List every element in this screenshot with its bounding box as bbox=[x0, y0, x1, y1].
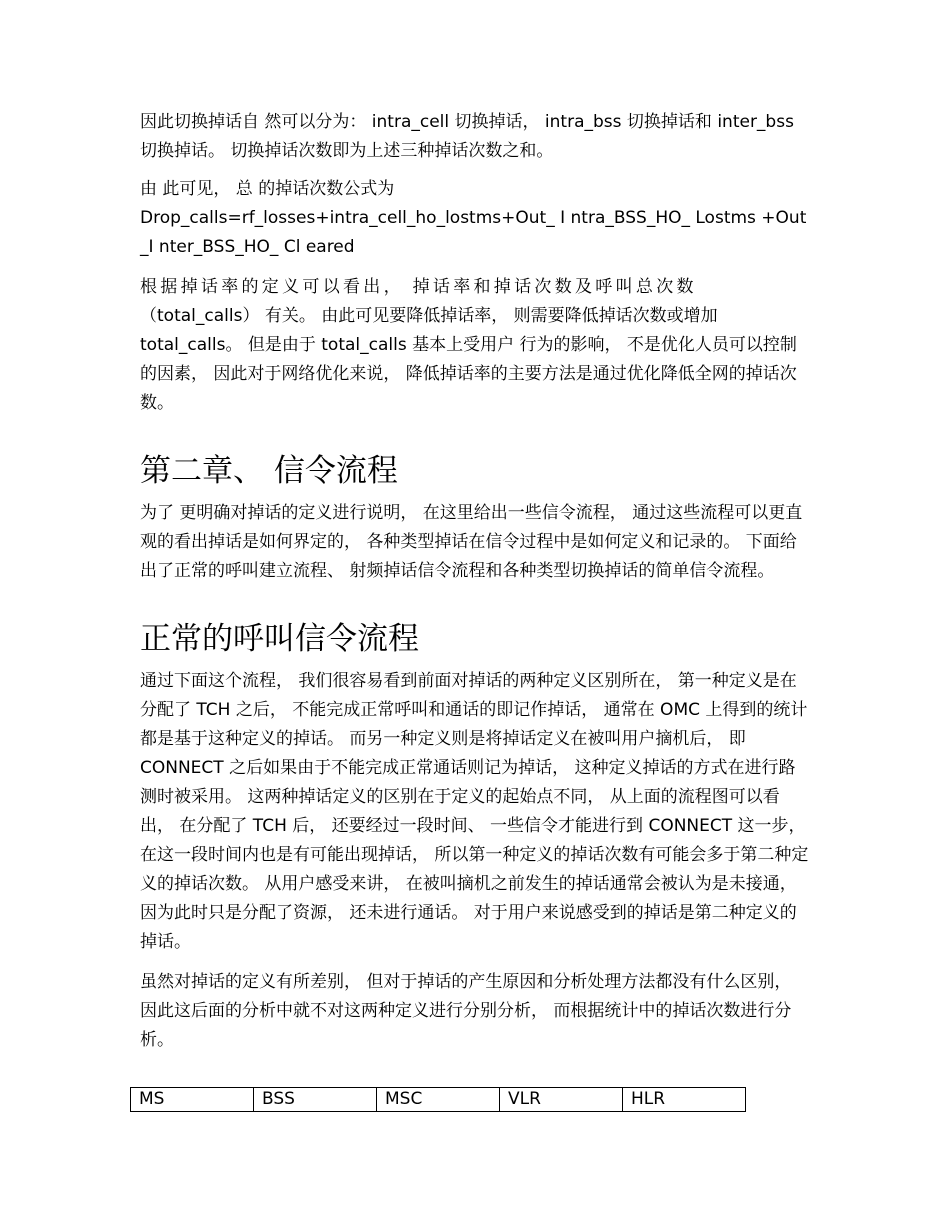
paragraph-handover-drop-types: 因此切换掉话自 然可以分为： intra_cell 切换掉话， intra_bss 切换掉话和 inter_bss 切换掉话。 切换掉话次数即为上述三种掉话次数之和。 bbox=[140, 112, 794, 161]
paragraph-drop-rate-definition bbox=[140, 273, 812, 418]
signaling-flow-table bbox=[130, 1087, 746, 1112]
drop-rate-rest-text: （total_calls） 有关。 由此可见要降低掉话率， 则需要降低掉话次数或增加 total_calls。 但是由于 total_calls 基本上受用户 行为的影响， 不是优化人员可以控制的因素， 因此对于网络优化来说， 降低掉话率的主要方法是通过优化降低全网的掉话次数。 bbox=[140, 306, 797, 413]
formula-intro-text: 由 此可见， 总 的掉话次数公式为 bbox=[140, 179, 395, 199]
section-heading-normal-call: 正常的呼叫信令流程 bbox=[140, 621, 419, 657]
column-hlr: HLR bbox=[623, 1088, 746, 1112]
column-msc: MSC bbox=[377, 1088, 500, 1112]
paragraph-drop-definitions: 通过下面这个流程， 我们很容易看到前面对掉话的两种定义区别所在， 第一种定义是在分配了 TCH 之后， 不能完成正常呼叫和通话的即记作掉话， 通常在 OMC 上得到的统计都是基于这种定义的掉话。 而另一种定义则是将掉话定义在被叫用户摘机后， 即 CONNECT 之后如果由于不能完成正常通话则记为掉话， 这种定义掉话的方式在进行路测时被采用。 这两种掉话定义的区别在于定义的起始点不同， 从上面的流程图可以看出， 在分配了 TCH 后， 还要经过一段时间、 一些信令才能进行到 CONNECT 这一步， 在这一段时间内也是有可能出现掉话， 所以第一种定义的掉话次数有可能会多于第二种定义的掉话次数。 从用户感受来讲， 在被叫摘机之前发生的掉话通常会被认为是未接通， 因为此时只是分配了资源， 还未进行通话。 对于用户来说感受到的掉话是第二种定义的掉话。 bbox=[140, 671, 809, 952]
column-bss: BSS bbox=[254, 1088, 377, 1112]
column-ms: MS bbox=[131, 1088, 254, 1112]
drop-calls-formula: Drop_calls=rf_losses+intra_cell_ho_lostms+Out_ I ntra_BSS_HO_ Lostms +Out_I nter_BSS_HO_ Cl eared bbox=[140, 208, 807, 257]
drop-rate-spaced-text: 根据掉话率的定义可以看出， 掉话率和掉话次数及呼叫总次数 bbox=[140, 277, 697, 297]
chapter-heading-signaling: 第二章、 信令流程 bbox=[140, 453, 398, 489]
document-page bbox=[140, 108, 812, 1055]
table-header-row bbox=[131, 1088, 746, 1112]
column-vlr: VLR bbox=[500, 1088, 623, 1112]
paragraph-formula-intro bbox=[140, 175, 812, 262]
paragraph-chapter-intro: 为了 更明确对掉话的定义进行说明， 在这里给出一些信令流程， 通过这些流程可以更直观的看出掉话是如何界定的， 各种类型掉话在信令过程中是如何定义和记录的。 下面给出了正常的呼叫建立流程、 射频掉话信令流程和各种类型切换掉话的简单信令流程。 bbox=[140, 503, 803, 581]
paragraph-analysis-note: 虽然对掉话的定义有所差别， 但对于掉话的产生原因和分析处理方法都没有什么区别， 因此这后面的分析中就不对这两种定义进行分别分析， 而根据统计中的掉话次数进行分析。 bbox=[140, 972, 792, 1050]
